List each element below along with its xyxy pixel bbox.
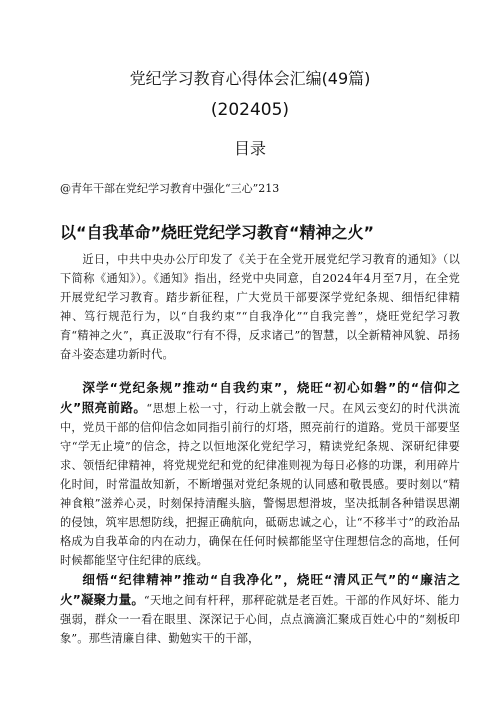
paragraph-section-2: [60, 570, 460, 670]
toc-heading: 目录: [233, 139, 266, 158]
article-heading: 以“自我革命”烧旺党纪学习教育“精神之火”: [60, 223, 375, 242]
paragraph-intro: 近日，中共中央办公厅印发了《关于在全党开展党纪学习教育的通知》（以下简称《通知》）。《通知》指出，经党中央同意，自2024年4月至7月，在全党开展党纪学习教育。踏步新征程，广大党员干部要深学党纪条规、细悟纪律精神、笃行规范行为，以“自我约束”“自我净化”“自我完善”，烧旺党纪学习教育“精神之火”，真正汲取“行有不得，反求诸己”的智慧，以全新精神风貌、昂扬奋斗姿态建功新时代。: [60, 253, 460, 361]
section-1-body: “思想上松一寸，行动上就会散一尺。在风云变幻的时代洪流中，党员干部的信仰信念如同指引前行的灯塔，照亮前行的道路。党员干部要坚守“学无止境”的信念，持之以恒地深化党纪学习，精读党纪条规、深研纪律要求、领悟纪律精神，将党规党纪和党的纪律准则视为每日必修的功课，利用碎片化时间，时常温故知新，不断增强对党纪条规的认同感和敬畏感。要时刻以“精神食粮”滋养心灵，时刻保持清醒头脑，警惕思想滑坡，坚决抵制各种错误思潮的侵蚀，筑牢思想防线，把握正确航向，砥砺忠诚之心，让“不移半寸”的政治品格成为自我革命的内在动力，确保在任何时候都能坚守住理想信念的高地，任何时候都能坚守住纪律的底线。: [60, 402, 460, 567]
section-2-body: “天地之间有杆秤，那秤砣就是老百姓。干部的作风好坏、能力强弱，群众一一看在眼里、深深记于心间，点点滴滴汇聚成百姓心中的“刻板印象”。那些清廉自律、勤勉实干的干部，: [60, 594, 460, 645]
document-title: 党纪学习教育心得体会汇编(49篇): [129, 69, 371, 88]
section-2-lead: 细悟“纪律精神”推动“自我净化”，烧旺“清风正气”的“廉洁之火”凝聚力量。: [60, 572, 460, 607]
document-date: (202405): [210, 100, 290, 120]
section-1-lead: 深学“党纪条规”推动“自我约束”，烧旺“初心如磐”的“信仰之火”照亮前路。: [60, 380, 460, 415]
paragraph-section-1: [60, 378, 460, 570]
toc-entry[interactable]: @青年干部在党纪学习教育中强化“三心”213: [60, 182, 280, 195]
